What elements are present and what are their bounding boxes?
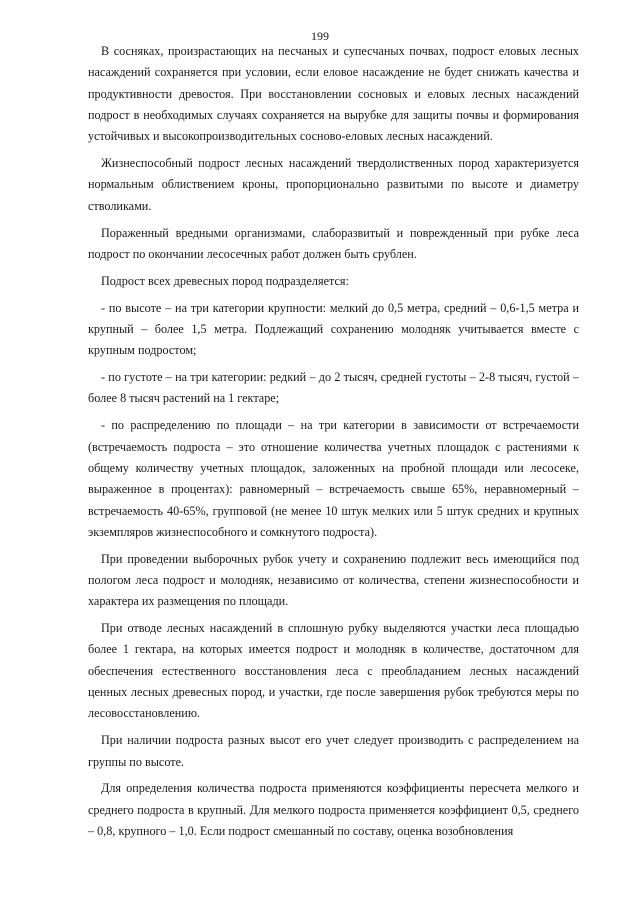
paragraph: При отводе лесных насаждений в сплошную рубку выделяются участки леса площадью более 1 гектара, на которых имеется подрост и молодняк в количестве, достаточном для обеспечения естественного восстановления леса с преобладанием лесных насаждений ценных лесных древесных пород, и участки, где после завершения рубок требуются меры по лесовосстановлению. [88, 621, 579, 721]
paragraph: - по густоте – на три категории: редкий – до 2 тысяч, средней густоты – 2-8 тысяч, густой – более 8 тысяч растений на 1 гектаре; [88, 370, 579, 406]
paragraph: Пораженный вредными организмами, слаборазвитый и поврежденный при рубке леса подрост по окончании лесосечных работ должен быть срублен. [88, 225, 579, 261]
paragraph: - по распределению по площади – на три категории в зависимости от встречаемости (встречаемость подроста – это отношение количества учетных площадок с растениями к общему количеству учетных площадок, заложенных на пробной площади или лесосеке, выраженное в процентах): равномерный – встречаемость свыше 65%, неравномерный – встречаемость 40-65%, групповой (не менее 10 штук мелких или 5 штук средних и крупных экземпляров жизнеспособного и сомкнутого подроста). [88, 418, 579, 539]
body-text [88, 41, 579, 848]
paragraph: В сосняках, произрастающих на песчаных и супесчаных почвах, подрост еловых лесных насаждений сохраняется при условии, если еловое насаждение не будет снижать качества и продуктивности древостоя. При восстановлении сосновых и еловых лесных насаждений подрост в необходимых случаях сохраняется на вырубке для защиты почвы и формирования устойчивых и высокопроизводительных сосново-еловых лесных насаждений. [88, 44, 579, 144]
paragraph: Жизнеспособный подрост лесных насаждений твердолиственных пород характеризуется нормальным облиствением кроны, пропорционально развитыми по высоте и диаметру стволиками. [88, 156, 579, 213]
paragraph: При наличии подроста разных высот его учет следует производить с распределением на группы по высоте. [88, 733, 579, 769]
paragraph: Подрост всех древесных пород подразделяется: [101, 273, 349, 288]
page-number: 199 [311, 29, 329, 43]
paragraph: - по высоте – на три категории крупности: мелкий до 0,5 метра, средний – 0,6-1,5 метра и крупный – более 1,5 метра. Подлежащий сохранению молодняк учитывается вместе с крупным подростом; [88, 300, 579, 358]
paragraph: При проведении выборочных рубок учету и сохранению подлежит весь имеющийся под пологом леса подрост и молодняк, независимо от количества, степени жизнеспособности и характера их размещения по площади. [88, 551, 579, 609]
paragraph: Для определения количества подроста применяются коэффициенты пересчета мелкого и среднего подроста в крупный. Для мелкого подроста применяется коэффициент 0,5, среднего – 0,8, крупного – 1,0. Если подрост смешанный по составу, оценка возобновления [88, 781, 579, 839]
